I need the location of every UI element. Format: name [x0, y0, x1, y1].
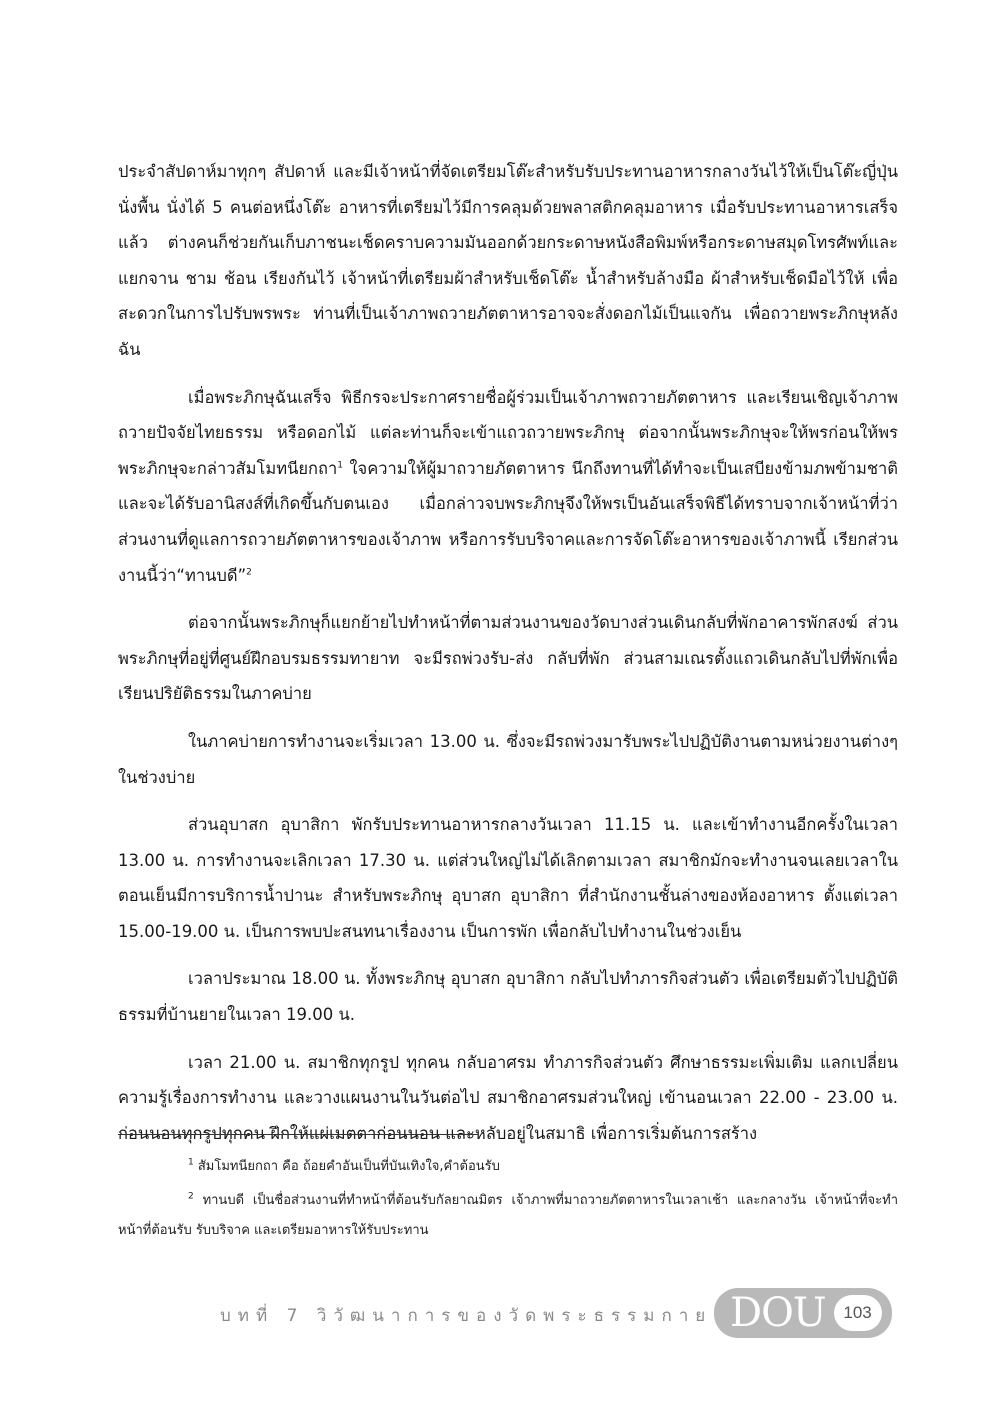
dou-logo: DOU: [730, 1290, 826, 1336]
paragraph-4: ในภาคบ่ายการทำงานจะเริ่มเวลา 13.00 น. ซึ่งจะมีรถพ่วงมารับพระไปปฏิบัติงานตามหน่วยงานต่างๆ ในช่วงบ่าย: [118, 731, 898, 787]
footnote-2-number: 2: [188, 1191, 194, 1202]
footnote-2: [118, 1186, 898, 1246]
body-text: [118, 154, 898, 1163]
paragraph-2-part-a: เมื่อพระภิกษุฉันเสร็จ พิธีกรจะประกาศรายชื่อผู้ร่วมเป็นเจ้าภาพถวายภัตตาหาร และเรียนเชิญเจ้าภาพถวายปัจจัยไทยธรรม หรือดอกไม้ แต่ละท่านก็จะเข้าแถวถวายพระภิกษุ ต่อจากนั้นพระภิกษุจะให้พรก่อนให้พรพระภิกษุจะกล่าวสัมโมทนียกถา: [118, 387, 898, 478]
paragraph-2: [118, 380, 898, 594]
dou-page-badge: [714, 1288, 892, 1338]
footnote-1: [118, 1152, 898, 1182]
footnote-ref-1[interactable]: 1: [337, 460, 343, 471]
footnote-2-text: ทานบดี เป็นชื่อส่วนงานที่ทำหน้าที่ต้อนรับกัลยาณมิตร เจ้าภาพที่มาถวายภัตตาหารในเวลาเช้า และกลางวัน เจ้าหน้าที่จะทำหน้าที่ต้อนรับ รับบริจาค และเตรียมอาหารให้รับประทาน: [118, 1193, 898, 1238]
paragraph-6: เวลาประมาณ 18.00 น. ทั้งพระภิกษุ อุบาสก อุบาสิกา กลับไปทำภารกิจส่วนตัว เพื่อเตรียมตัวไปปฏิบัติธรรมที่บ้านยายในเวลา 19.00 น.: [118, 969, 898, 1025]
footnote-1-text: สัมโมทนียกถา คือ ถ้อยคำอันเป็นที่บันเทิงใจ,คำต้อนรับ: [197, 1159, 500, 1174]
footnote-divider: [118, 1134, 478, 1135]
page-number: 103: [834, 1295, 882, 1331]
running-footer-title: บทที่ 7 วิวัฒนาการของวัดพระธรรมกาย: [220, 1306, 713, 1326]
footnotes: [118, 1152, 898, 1250]
paragraph-3: ต่อจากนั้นพระภิกษุก็แยกย้ายไปทำหน้าที่ตามส่วนงานของวัดบางส่วนเดินกลับที่พักอาคารพักสงฆ์ ส่วนพระภิกษุที่อยู่ที่ศูนย์ฝึกอบรมธรรมทายาท จะมีรถพ่วงรับ-ส่ง กลับที่พัก ส่วนสามเณรตั้งแถวเดินกลับไปที่พักเพื่อเรียนปริยัติธรรมในภาคบ่าย: [118, 613, 898, 704]
paragraph-1: ประจำสัปดาห์มาทุกๆ สัปดาห์ และมีเจ้าหน้าที่จัดเตรียมโต๊ะสำหรับรับประทานอาหารกลางวันไว้ให้เป็นโต๊ะญี่ปุ่น นั่งพื้น นั่งได้ 5 คนต่อหนึ่งโต๊ะ อาหารที่เตรียมไว้มีการคลุมด้วยพลาสติกคลุมอาหาร เมื่อรับประทานอาหารเสร็จแล้ว ต่างคนก็ช่วยกันเก็บภาชนะเช็ดคราบความมันออกด้วยกระดาษหนังสือพิมพ์หรือกระดาษสมุดโทรศัพท์และแยกจาน ชาม ช้อน เรียงกันไว้ เจ้าหน้าที่เตรียมผ้าสำหรับเช็ดโต๊ะ น้ำสำหรับล้างมือ ผ้าสำหรับเช็ดมือไว้ให้ เพื่อสะดวกในการไปรับพรพระ ท่านที่เป็นเจ้าภาพถวายภัตตาหารอาจจะสั่งดอกไม้เป็นแจกัน เพื่อถวายพระภิกษุหลังฉัน: [118, 162, 898, 359]
paragraph-2-part-b: ใจความให้ผู้มาถวายภัตตาหาร นึกถึงทานที่ได้ทำจะเป็นเสบียงข้ามภพข้ามชาติ และจะได้รับอานิสงส์ที่เกิดขึ้นกับตนเอง เมื่อกล่าวจบพระภิกษุจึงให้พรเป็นอันเสร็จพิธีได้ทราบจากเจ้าหน้าที่ว่า ส่วนงานที่ดูแลการถวายภัตตาหารของเจ้าภาพ หรือการรับบริจาคและการจัดโต๊ะอาหารของเจ้าภาพนี้ เรียกส่วนงานนี้ว่า“ทานบดี”: [118, 458, 898, 585]
paragraph-7: เวลา 21.00 น. สมาชิกทุกรูป ทุกคน กลับอาศรม ทำภารกิจส่วนตัว ศึกษาธรรมะเพิ่มเติม แลกเปลี่ยนความรู้เรื่องการทำงาน และวางแผนงานในวันต่อไป สมาชิกอาศรมส่วนใหญ่ เข้านอนเวลา 22.00 - 23.00 น. ก่อนนอนทุกรูปทุกคน ฝึกให้แผ่เมตตาก่อนนอน และหลับอยู่ในสมาธิ เพื่อการเริ่มต้นการสร้าง: [118, 1052, 898, 1143]
footnote-1-number: 1: [188, 1157, 194, 1168]
footnote-ref-2[interactable]: 2: [246, 567, 252, 578]
paragraph-5: ส่วนอุบาสก อุบาสิกา พักรับประทานอาหารกลางวันเวลา 11.15 น. และเข้าทำงานอีกครั้งในเวลา 13.00 น. การทำงานจะเลิกเวลา 17.30 น. แต่ส่วนใหญ่ไม่ได้เลิกตามเวลา สมาชิกมักจะทำงานจนเลยเวลาในตอนเย็นมีการบริการน้ำปานะ สำหรับพระภิกษุ อุบาสก อุบาสิกา ที่สำนักงานชั้นล่างของห้องอาหาร ตั้งแต่เวลา 15.00-19.00 น. เป็นการพบปะสนทนาเรื่องงาน เป็นการพัก เพื่อกลับไปทำงานในช่วงเย็น: [118, 815, 898, 941]
